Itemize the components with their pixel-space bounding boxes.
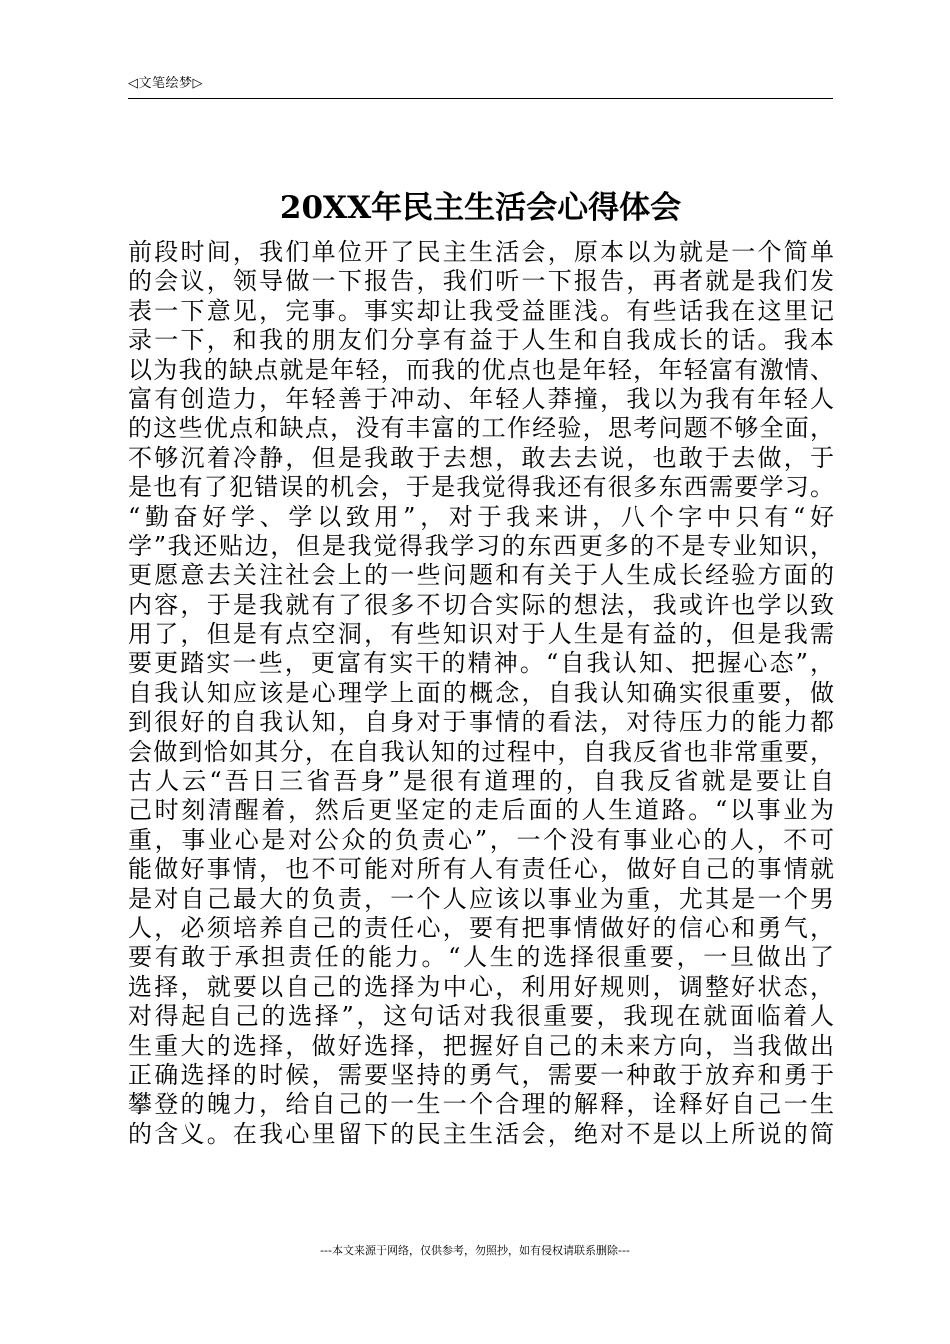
document-body: [128, 238, 834, 1149]
body-line: 选择，就要以自己的选择为中心，利用好规则，调整好状态，: [128, 972, 834, 1001]
page-footer: ---本文来源于网络，仅供参考，勿照抄，如有侵权请联系删除---: [320, 1244, 630, 1257]
body-line: 自我认知应该是心理学上面的概念，自我认知确实很重要，做: [128, 678, 834, 707]
body-line: 以为我的缺点就是年轻，而我的优点也是年轻，年轻富有激情、: [128, 355, 834, 384]
body-line: 录一下，和我的朋友们分享有益于人生和自我成长的话。我本: [128, 326, 834, 355]
body-line: 的含义。在我心里留下的民主生活会，绝对不是以上所说的简: [128, 1119, 834, 1148]
body-line: 生重大的选择，做好选择，把握好自己的未来方向，当我做出: [128, 1031, 834, 1060]
document-title: 20XX年民主生活会心得体会: [279, 190, 682, 226]
body-line: 到很好的自我认知，自身对于事情的看法，对待压力的能力都: [128, 708, 834, 737]
body-line: 富有创造力，年轻善于冲动、年轻人莽撞，我以为我有年轻人: [128, 384, 834, 413]
body-line: 学”我还贴边，但是我觉得我学习的东西更多的不是专业知识，: [128, 531, 834, 560]
body-line: 前段时间，我们单位开了民主生活会，原本以为就是一个简单: [128, 238, 834, 266]
body-line: 会做到恰如其分，在自我认知的过程中，自我反省也非常重要，: [128, 737, 834, 766]
body-line: “勤奋好学、学以致用”，对于我来讲，八个字中只有“好: [128, 502, 834, 531]
body-line: 更愿意去关注社会上的一些问题和有关于人生成长经验方面的: [128, 561, 834, 590]
body-line: 是对自己最大的负责，一个人应该以事业为重，尤其是一个男: [128, 884, 834, 913]
body-line: 是也有了犯错误的机会，于是我觉得我还有很多东西需要学习。: [128, 473, 834, 502]
body-line: 正确选择的时候，需要坚持的勇气，需要一种敢于放弃和勇于: [128, 1060, 834, 1089]
body-line: 不够沉着冷静，但是我敢于去想，敢去去说，也敢于去做，于: [128, 443, 834, 472]
body-line: 能做好事情，也不可能对所有人有责任心，做好自己的事情就: [128, 855, 834, 884]
body-line: 对得起自己的选择”，这句话对我很重要，我现在就面临着人: [128, 1002, 834, 1031]
body-line: 攀登的魄力，给自己的一生一个合理的解释，诠释好自己一生: [128, 1090, 834, 1119]
page-header: [128, 76, 833, 99]
body-line: 人，必须培养自己的责任心，要有把事情做好的信心和勇气，: [128, 913, 834, 942]
body-line: 的这些优点和缺点，没有丰富的工作经验，思考问题不够全面，: [128, 414, 834, 443]
body-line: 己时刻清醒着，然后更坚定的走后面的人生道路。“以事业为: [128, 796, 834, 825]
header-text: ◁文笔绘梦▷: [128, 76, 203, 91]
body-line: 内容，于是我就有了很多不切合实际的想法，我或许也学以致: [128, 590, 834, 619]
body-line: 表一下意见，完事。事实却让我受益匪浅。有些话我在这里记: [128, 296, 834, 325]
body-line: 要有敢于承担责任的能力。“人生的选择很重要，一旦做出了: [128, 943, 834, 972]
body-line: 古人云“吾日三省吾身”是很有道理的，自我反省就是要让自: [128, 767, 834, 796]
body-line: 的会议，领导做一下报告，我们听一下报告，再者就是我们发: [128, 267, 834, 296]
body-line: 重，事业心是对公众的负责心”，一个没有事业心的人，不可: [128, 825, 834, 854]
body-line: 用了，但是有点空洞，有些知识对于人生是有益的，但是我需: [128, 620, 834, 649]
body-line: 要更踏实一些，更富有实干的精神。“自我认知、把握心态”，: [128, 649, 834, 678]
